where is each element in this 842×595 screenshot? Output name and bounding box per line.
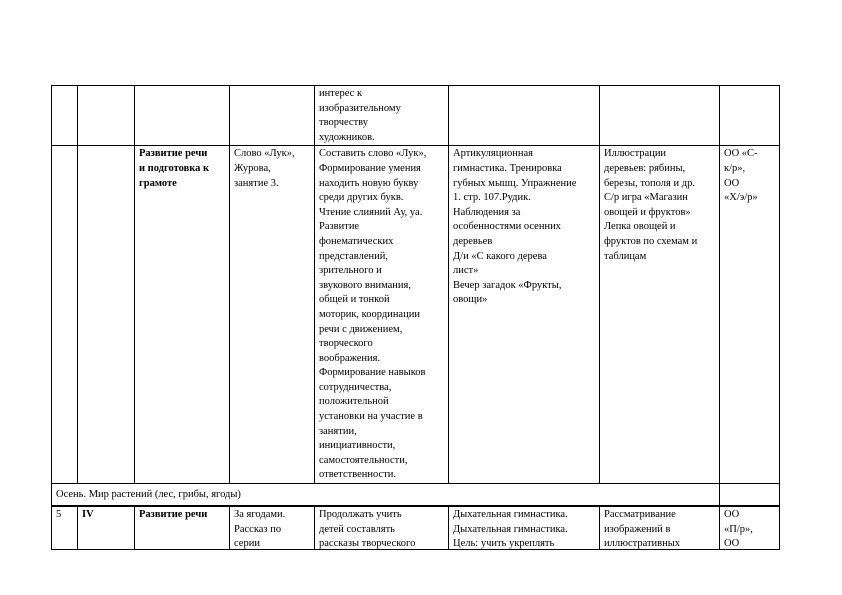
table-row bbox=[52, 506, 780, 550]
text-line: звукового внимания, bbox=[319, 279, 411, 291]
text-line: деревьев bbox=[453, 235, 493, 247]
text-line: За ягодами. bbox=[234, 509, 286, 521]
text-line: общей и тонкой bbox=[319, 294, 390, 306]
text-line: 1. стр. 107.Рудик. bbox=[453, 192, 531, 204]
text-line: Развитие bbox=[319, 221, 360, 233]
text-line: деревьев: рябины, bbox=[604, 162, 686, 174]
text-line: Рассказ по bbox=[234, 523, 282, 535]
text-line: речи с движением, bbox=[319, 323, 403, 335]
text-line: Рассматривание bbox=[604, 509, 676, 521]
text-line: Развитие речи bbox=[139, 509, 208, 521]
text-line: Слово «Лук», bbox=[234, 148, 295, 160]
activities-text bbox=[453, 508, 596, 549]
areas-cell bbox=[720, 86, 780, 146]
lesson-plan-table bbox=[51, 85, 780, 550]
text-line: Иллюстрации bbox=[604, 148, 667, 160]
text-line: фонематических bbox=[319, 235, 394, 247]
table-row bbox=[52, 86, 780, 146]
number-cell bbox=[52, 86, 78, 146]
topic-cell bbox=[135, 86, 230, 146]
text-line: Составить слово «Лук», bbox=[319, 148, 427, 160]
number-cell bbox=[52, 146, 78, 484]
text-line: среди других букв. bbox=[319, 192, 404, 204]
text-line: воображения. bbox=[319, 352, 381, 364]
text-line: овощи» bbox=[453, 294, 488, 306]
activities-cell bbox=[449, 146, 600, 484]
lesson-cell bbox=[230, 146, 315, 484]
text-line: Формирование навыков bbox=[319, 367, 426, 379]
text-line: занятие 3. bbox=[234, 177, 279, 189]
text-line: находить новую букву bbox=[319, 177, 419, 189]
text-line: детей составлять bbox=[319, 523, 395, 535]
text-line: иллюстративных bbox=[604, 538, 681, 550]
text-line: Лепка овощей и bbox=[604, 221, 676, 233]
week-cell: IV bbox=[78, 506, 135, 550]
text-line: творчеству bbox=[319, 117, 369, 129]
lesson-text bbox=[234, 508, 311, 549]
text-line: губных мышц. Упражнение bbox=[453, 177, 577, 189]
areas-text bbox=[724, 508, 776, 549]
text-line: Вечер загадок «Фрукты, bbox=[453, 279, 562, 291]
text-line: творческого bbox=[319, 338, 373, 350]
text-line: березы, тополя и др. bbox=[604, 177, 695, 189]
text-line: С/р игра «Магазин bbox=[604, 192, 688, 204]
theme-row bbox=[52, 484, 780, 507]
text-line: Цель: учить укреплять bbox=[453, 538, 555, 550]
areas-cell bbox=[720, 506, 780, 550]
text-line: сотрудничества, bbox=[319, 381, 392, 393]
lesson-cell bbox=[230, 506, 315, 550]
theme-cell: Осень. Мир растений (лес, грибы, ягоды) bbox=[52, 484, 720, 507]
text-line: интерес к bbox=[319, 88, 363, 99]
text-line: овощей и фруктов» bbox=[604, 206, 691, 218]
text-line: рассказы творческого bbox=[319, 538, 416, 550]
materials-text bbox=[604, 508, 716, 549]
week-cell bbox=[78, 146, 135, 484]
tasks-cell bbox=[315, 146, 449, 484]
text-line: установки на участие в bbox=[319, 411, 423, 423]
lesson-text bbox=[234, 147, 311, 191]
text-line: моторик, координации bbox=[319, 308, 420, 320]
text-line: зрительного и bbox=[319, 265, 382, 277]
text-line: ответственности. bbox=[319, 469, 397, 481]
materials-text bbox=[604, 147, 716, 264]
text-line: изображений в bbox=[604, 523, 671, 535]
text-line: таблицам bbox=[604, 250, 647, 262]
text-line: ОО bbox=[724, 509, 740, 521]
text-line: Журова, bbox=[234, 162, 271, 174]
text-line: грамоте bbox=[139, 177, 177, 189]
topic-cell bbox=[135, 146, 230, 484]
text-line: самостоятельности, bbox=[319, 454, 408, 466]
text-line: Формирование умения bbox=[319, 162, 421, 174]
topic-text bbox=[139, 508, 226, 523]
text-line: особенностями осенних bbox=[453, 221, 561, 233]
text-line: Дыхательная гимнастика. bbox=[453, 509, 568, 521]
activities-cell bbox=[449, 506, 600, 550]
text-line: ОО bbox=[724, 177, 740, 189]
text-line: Продолжать учить bbox=[319, 509, 402, 521]
areas-cell bbox=[720, 146, 780, 484]
week-cell bbox=[78, 86, 135, 146]
text-line: Развитие речи bbox=[139, 148, 208, 160]
activities-cell bbox=[449, 86, 600, 146]
text-line: гимнастика. Тренировка bbox=[453, 162, 562, 174]
table-row bbox=[52, 146, 780, 484]
text-line: ОО bbox=[724, 538, 740, 550]
text-line: занятии, bbox=[319, 425, 357, 437]
text-line: «Х/э/р» bbox=[724, 192, 758, 204]
tasks-text bbox=[319, 87, 445, 145]
text-line: «П/р», bbox=[724, 523, 753, 535]
tasks-cell bbox=[315, 86, 449, 146]
materials-cell bbox=[600, 146, 720, 484]
text-line: изобразительному bbox=[319, 102, 401, 114]
topic-text bbox=[139, 147, 226, 191]
lesson-cell bbox=[230, 86, 315, 146]
text-line: представлений, bbox=[319, 250, 388, 262]
text-line: серии bbox=[234, 538, 260, 550]
number-cell: 5 bbox=[52, 506, 78, 550]
materials-cell bbox=[600, 506, 720, 550]
text-line: лист» bbox=[453, 265, 479, 277]
tasks-text bbox=[319, 508, 445, 549]
areas-text bbox=[724, 147, 776, 205]
activities-text bbox=[453, 147, 596, 308]
text-line: фруктов по схемам и bbox=[604, 235, 698, 247]
text-line: художников. bbox=[319, 131, 375, 143]
text-line: Артикуляционная bbox=[453, 148, 533, 160]
text-line: и подготовка к bbox=[139, 162, 210, 174]
tasks-cell bbox=[315, 506, 449, 550]
text-line: инициативности, bbox=[319, 440, 396, 452]
text-line: к/р», bbox=[724, 162, 746, 174]
text-line: Д/и «С какого дерева bbox=[453, 250, 547, 262]
topic-cell bbox=[135, 506, 230, 550]
tasks-text bbox=[319, 147, 445, 483]
text-line: Дыхательная гимнастика. bbox=[453, 523, 568, 535]
materials-cell bbox=[600, 86, 720, 146]
areas-cell bbox=[720, 484, 780, 507]
text-line: ОО «С- bbox=[724, 148, 758, 160]
text-line: Чтение слияний Ау, уа. bbox=[319, 206, 423, 218]
text-line: положительной bbox=[319, 396, 389, 408]
text-line: Наблюдения за bbox=[453, 206, 521, 218]
